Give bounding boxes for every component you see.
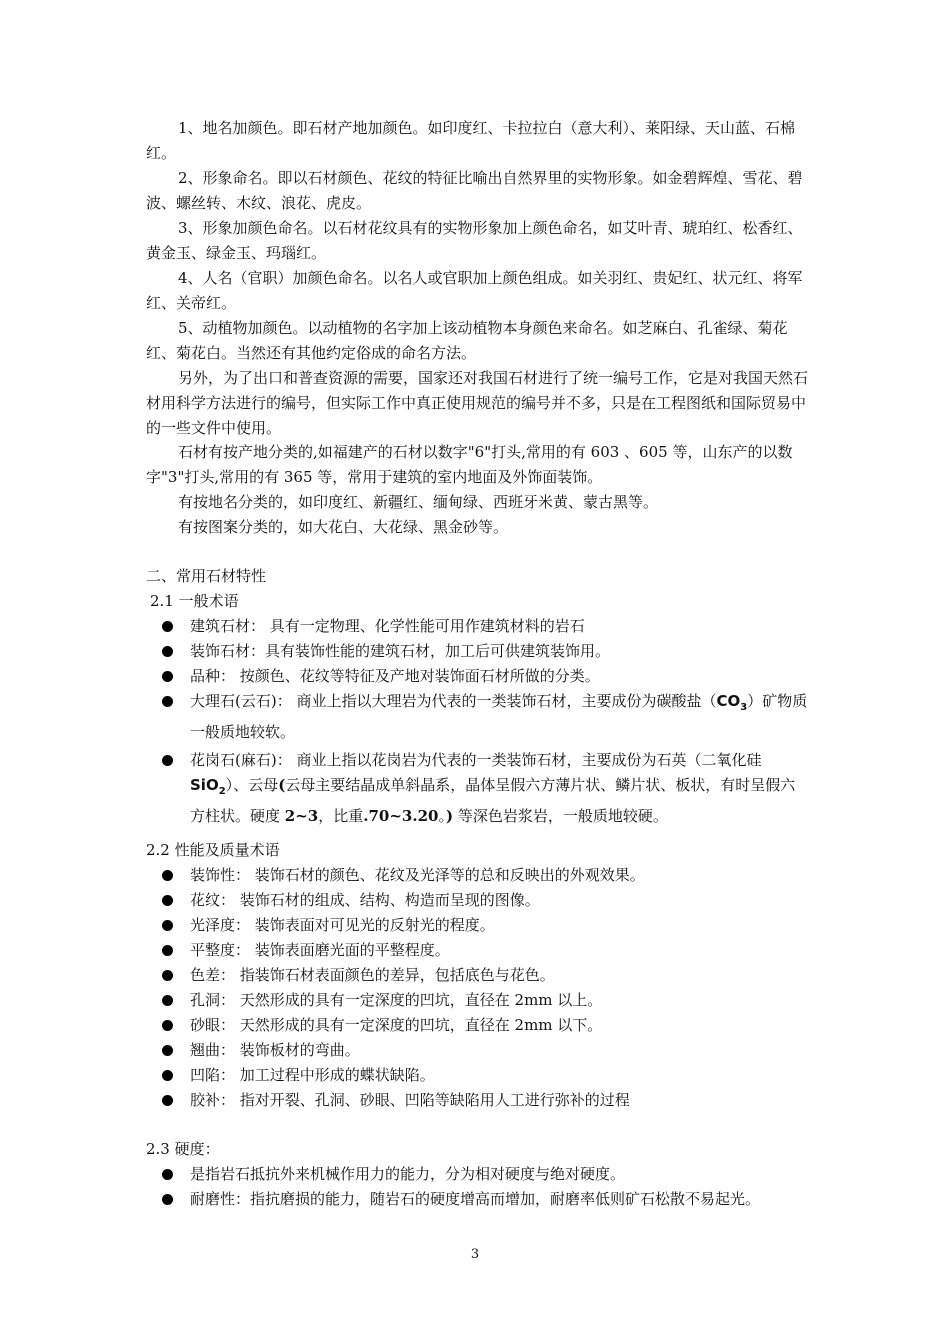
list-item [160, 614, 810, 639]
list-item-text: 云母主要结晶成单斜晶系，晶体呈假六方薄片状、鳞片状、板状，有时呈假六方柱状。硬度 [190, 776, 796, 825]
list-item [160, 988, 810, 1013]
paragraph: 另外，为了出口和普查资源的需要，国家还对我国石材进行了统一编号工作，它是对我国天然石材用科学方法进行的编号，但实际工作中真正使用规范的编号并不多，只是在工程图纸和国际贸易中的一些文件中使用。 [146, 369, 809, 437]
section-heading: 二、常用石材特性 [146, 567, 267, 585]
list-item [160, 1162, 810, 1187]
list-item-text: 翘曲： 装饰板材的弯曲。 [190, 1041, 360, 1059]
bold-text: ( [278, 776, 286, 794]
paragraph: 石材有按产地分类的,如福建产的石材以数字"6"打头,常用的有 603 、605 等，山东产的以数字"3"打头,常用的有 365 等，常用于建筑的室内地面及外饰面装饰。 [146, 443, 793, 486]
list-item [160, 888, 810, 913]
list-item-text: ，比重 [318, 807, 364, 825]
paragraph: 有按地名分类的，如印度红、新疆红、缅甸绿、西班牙米黄、蒙古黑等。 [178, 493, 659, 511]
bullet-icon [162, 1020, 173, 1031]
list-item [160, 863, 810, 888]
paragraph: 5、动植物加颜色。以动植物的名字加上该动植物本身颜色来命名。如芝麻白、孔雀绿、菊花红、菊花白。当然还有其他约定俗成的命名方法。 [146, 319, 788, 362]
list-item-text: 平整度： 装饰表面磨光面的平整程度。 [190, 941, 450, 959]
list-item-text: 装饰石材：具有装饰性能的建筑石材，加工后可供建筑装饰用。 [190, 642, 611, 660]
paragraph: 2、形象命名。即以石材颜色、花纹的特征比喻出自然界里的实物形象。如金碧辉煌、雪花、碧波、螺丝转、木纹、浪花、虎皮。 [146, 169, 803, 212]
bullet-icon [162, 621, 173, 632]
page-number: 3 [470, 1247, 480, 1262]
bullet-icon [162, 945, 173, 956]
subsection-heading: 2.1 一般术语 [150, 592, 239, 610]
list-item [160, 639, 810, 664]
list-item-text: 品种： 按颜色、花纹等特征及产地对装饰面石材所做的分类。 [190, 667, 600, 685]
list-item-text: 建筑石材： 具有一定物理、化学性能可用作建筑材料的岩石 [190, 617, 585, 635]
list-item [160, 1088, 810, 1113]
list-item [160, 1013, 810, 1038]
bullet-icon [162, 671, 173, 682]
list-item-text: 光泽度： 装饰表面对可见光的反射光的程度。 [190, 916, 495, 934]
bold-text: ) [445, 807, 454, 825]
list-item-marble [160, 689, 810, 745]
list-item-granite [160, 748, 810, 829]
bullet-icon [162, 646, 173, 657]
list-item-text: ）矿物质一般质地较软。 [190, 692, 808, 741]
list-item-text: 砂眼： 天然形成的具有一定深度的凹坑，直径在 2mm 以下。 [190, 1016, 603, 1034]
list-item [160, 1063, 810, 1088]
bullet-icon [162, 920, 173, 931]
paragraph: 4、人名（官职）加颜色命名。以名人或官职加上颜色组成。如关羽红、贵妃红、状元红、将军红、关帝红。 [146, 269, 803, 312]
bullet-icon [162, 895, 173, 906]
list-item-text: 胶补： 指对开裂、孔洞、砂眼、凹陷等缺陷用人工进行弥补的过程 [190, 1091, 630, 1109]
list-item-text: 色差： 指装饰石材表面颜色的差异，包括底色与花色。 [190, 966, 555, 984]
list-item-text: 凹陷： 加工过程中形成的蝶状缺陷。 [190, 1066, 435, 1084]
chemical-formula: CO [716, 692, 741, 710]
list-item-text: 花岗石(麻石)： 商业上指以花岗岩为代表的一类装饰石材，主要成份为石英（二氧化硅 [190, 751, 762, 769]
bold-text: 2~3 [284, 807, 319, 825]
bullet-icon [162, 1169, 173, 1180]
formula-subscript: 2 [218, 786, 226, 797]
bullet-icon [162, 1095, 173, 1106]
list-item [160, 664, 810, 689]
list-item-text: ）、云母 [225, 776, 279, 794]
paragraph: 3、形象加颜色命名。以石材花纹具有的实物形象加上颜色命名，如艾叶青、琥珀红、松香红、黄金玉、绿金玉、玛瑙红。 [146, 219, 803, 262]
formula-subscript: 3 [740, 702, 748, 713]
list-item-text: 大理石(云石)： 商业上指以大理岩为代表的一类装饰石材，主要成份为碳酸盐（ [190, 692, 717, 710]
paragraph: 有按图案分类的，如大花白、大花绿、黑金砂等。 [178, 518, 509, 536]
bullet-icon [162, 755, 173, 766]
list-item-text: 耐磨性：指抗磨损的能力，随岩石的硬度增高而增加，耐磨率低则矿石松散不易起光。 [190, 1190, 761, 1208]
list-item [160, 913, 810, 938]
list-item-text: 装饰性： 装饰石材的颜色、花纹及光泽等的总和反映出的外观效果。 [190, 866, 645, 884]
term-list [160, 614, 810, 829]
bullet-icon [162, 1045, 173, 1056]
bullet-icon [162, 1070, 173, 1081]
bullet-icon [162, 1194, 173, 1205]
bullet-icon [162, 970, 173, 981]
list-item [160, 1187, 810, 1212]
list-item [160, 963, 810, 988]
bullet-icon [162, 696, 173, 707]
list-item [160, 938, 810, 963]
list-item-text: 花纹： 装饰石材的组成、结构、构造而呈现的图像。 [190, 891, 540, 909]
subsection-heading: 2.3 硬度： [146, 1140, 220, 1158]
list-item-text: 。 [438, 807, 446, 825]
list-item-text: 孔洞： 天然形成的具有一定深度的凹坑，直径在 2mm 以上。 [190, 991, 603, 1009]
chemical-formula: SiO [190, 776, 219, 794]
bold-text: .70~3.20 [363, 807, 439, 825]
list-item [160, 1038, 810, 1063]
term-list [160, 1162, 810, 1212]
bullet-icon [162, 870, 173, 881]
list-item-text: 是指岩石抵抗外来机械作用力的能力，分为相对硬度与绝对硬度。 [190, 1165, 626, 1183]
bullet-icon [162, 995, 173, 1006]
term-list [160, 863, 810, 1113]
list-item-text: 等深色岩浆岩，一般质地较硬。 [453, 807, 668, 825]
subsection-heading: 2.2 性能及质量术语 [146, 841, 280, 859]
paragraph: 1、地名加颜色。即石材产地加颜色。如印度红、卡拉拉白（意大利）、莱阳绿、天山蓝、石棉红。 [146, 119, 796, 162]
